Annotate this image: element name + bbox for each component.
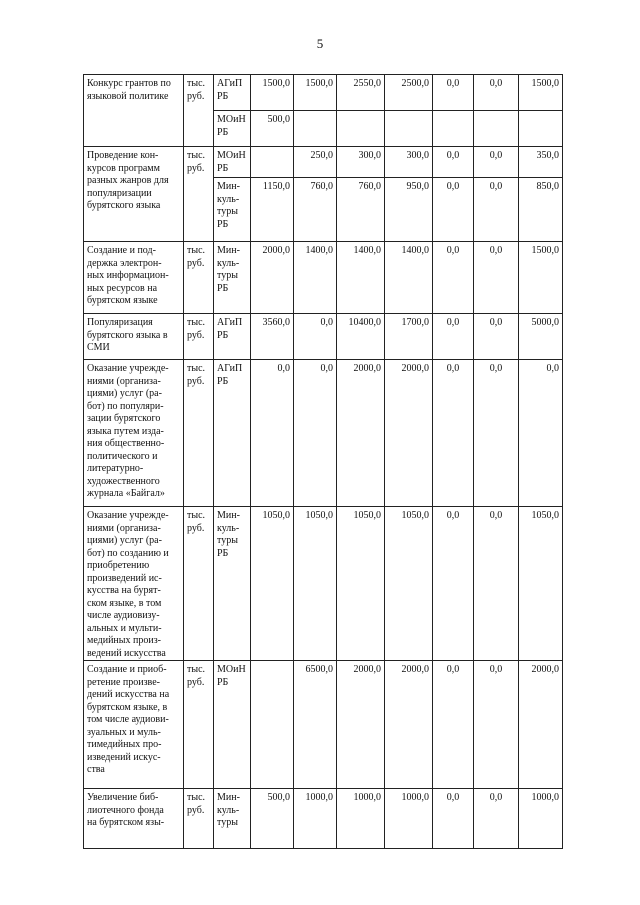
measure-name-cell: Популяризация бурятского языка в СМИ: [84, 314, 184, 360]
value-cell: 1050,0: [385, 507, 433, 661]
executor-cell: Мин- куль- туры РБ: [214, 178, 251, 242]
executor-cell: МОиН РБ: [214, 661, 251, 789]
value-cell: 0,0: [474, 147, 519, 178]
executor-cell: Мин- куль- туры: [214, 789, 251, 849]
value-cell: 0,0: [433, 507, 474, 661]
value-cell: 1400,0: [337, 242, 385, 314]
value-cell: 1000,0: [519, 789, 563, 849]
unit-cell: тыс. руб.: [184, 661, 214, 789]
value-cell: 950,0: [385, 178, 433, 242]
value-cell: 5000,0: [519, 314, 563, 360]
measure-name-cell: Создание и приоб- ретение произве- дений искусства на бурятском языке, в том числе аудиови- зуальных и муль- тимедийных про- изведений искус- ства: [84, 661, 184, 789]
value-cell: 2000,0: [337, 360, 385, 507]
value-cell: 1000,0: [385, 789, 433, 849]
value-cell: 0,0: [294, 314, 337, 360]
measure-name-cell: Оказание учрежде- ниями (организа- циями) услуг (ра- бот) по популяри- зации бурятского языка путем изда- ния общественно- политического и литературно- художественного журнала «Байгал»: [84, 360, 184, 507]
value-cell: 1050,0: [294, 507, 337, 661]
page-number: 5: [316, 36, 324, 51]
measure-name-cell: Увеличение биб- лиотечного фонда на бурятском язы-: [84, 789, 184, 849]
value-cell: 2000,0: [385, 661, 433, 789]
value-cell: 2550,0: [337, 75, 385, 111]
executor-cell: АГиП РБ: [214, 360, 251, 507]
table-row: [84, 75, 563, 111]
value-cell: 2000,0: [519, 661, 563, 789]
table-row: [84, 360, 563, 507]
value-cell: 0,0: [433, 360, 474, 507]
value-cell: 0,0: [433, 661, 474, 789]
value-cell: 300,0: [385, 147, 433, 178]
value-cell: 300,0: [337, 147, 385, 178]
value-cell: [519, 111, 563, 147]
value-cell: 1050,0: [251, 507, 294, 661]
value-cell: 1050,0: [337, 507, 385, 661]
value-cell: 1500,0: [294, 75, 337, 111]
value-cell: 1700,0: [385, 314, 433, 360]
value-cell: [294, 111, 337, 147]
value-cell: 0,0: [433, 178, 474, 242]
executor-cell: МОиН РБ: [214, 147, 251, 178]
table-row: [84, 147, 563, 178]
value-cell: 2000,0: [385, 360, 433, 507]
value-cell: 0,0: [433, 242, 474, 314]
value-cell: 0,0: [294, 360, 337, 507]
executor-cell: Мин- куль- туры РБ: [214, 507, 251, 661]
value-cell: 850,0: [519, 178, 563, 242]
executor-cell: АГиП РБ: [214, 75, 251, 111]
value-cell: 1500,0: [519, 242, 563, 314]
unit-cell: тыс. руб.: [184, 789, 214, 849]
value-cell: 6500,0: [294, 661, 337, 789]
value-cell: 0,0: [474, 178, 519, 242]
value-cell: 0,0: [474, 789, 519, 849]
value-cell: 2000,0: [251, 242, 294, 314]
unit-cell: тыс. руб.: [184, 147, 214, 242]
value-cell: 500,0: [251, 111, 294, 147]
value-cell: 760,0: [337, 178, 385, 242]
unit-cell: тыс. руб.: [184, 75, 214, 147]
value-cell: 0,0: [474, 507, 519, 661]
unit-cell: тыс. руб.: [184, 507, 214, 661]
value-cell: 1050,0: [519, 507, 563, 661]
value-cell: 0,0: [251, 360, 294, 507]
value-cell: 3560,0: [251, 314, 294, 360]
value-cell: 0,0: [433, 789, 474, 849]
value-cell: 1500,0: [519, 75, 563, 111]
value-cell: 250,0: [294, 147, 337, 178]
value-cell: 0,0: [474, 661, 519, 789]
measure-name-cell: Оказание учрежде- ниями (организа- циями) услуг (ра- бот) по созданию и приобретению произведений ис- кусства на бурят- ском языке, в том числе аудиовизу- альных и мульти- медийных произ- ведений искусства: [84, 507, 184, 661]
value-cell: 0,0: [474, 242, 519, 314]
measure-name-cell: Создание и под- держка электрон- ных информацион- ных ресурсов на бурятском языке: [84, 242, 184, 314]
value-cell: 0,0: [433, 147, 474, 178]
value-cell: [251, 147, 294, 178]
executor-cell: МОиН РБ: [214, 111, 251, 147]
value-cell: [433, 111, 474, 147]
value-cell: [337, 111, 385, 147]
value-cell: 1500,0: [251, 75, 294, 111]
table-row: [84, 661, 563, 789]
value-cell: 2500,0: [385, 75, 433, 111]
value-cell: 1000,0: [294, 789, 337, 849]
value-cell: 0,0: [519, 360, 563, 507]
value-cell: 760,0: [294, 178, 337, 242]
table-row: [84, 507, 563, 661]
executor-cell: АГиП РБ: [214, 314, 251, 360]
value-cell: 350,0: [519, 147, 563, 178]
value-cell: 0,0: [474, 314, 519, 360]
value-cell: [474, 111, 519, 147]
measure-name-cell: Конкурс грантов по языковой политике: [84, 75, 184, 147]
table-row: [84, 242, 563, 314]
value-cell: 10400,0: [337, 314, 385, 360]
value-cell: 0,0: [433, 314, 474, 360]
value-cell: 2000,0: [337, 661, 385, 789]
budget-table: [83, 74, 563, 849]
value-cell: 1150,0: [251, 178, 294, 242]
value-cell: 0,0: [474, 360, 519, 507]
value-cell: 1400,0: [385, 242, 433, 314]
value-cell: 1400,0: [294, 242, 337, 314]
table-row: [84, 314, 563, 360]
executor-cell: Мин- куль- туры РБ: [214, 242, 251, 314]
unit-cell: тыс. руб.: [184, 314, 214, 360]
value-cell: 0,0: [433, 75, 474, 111]
value-cell: 500,0: [251, 789, 294, 849]
unit-cell: тыс. руб.: [184, 242, 214, 314]
unit-cell: тыс. руб.: [184, 360, 214, 507]
measure-name-cell: Проведение кон- курсов программ разных жанров для популяризации бурятского языка: [84, 147, 184, 242]
value-cell: [251, 661, 294, 789]
table-row: [84, 789, 563, 849]
value-cell: 1000,0: [337, 789, 385, 849]
value-cell: [385, 111, 433, 147]
value-cell: 0,0: [474, 75, 519, 111]
